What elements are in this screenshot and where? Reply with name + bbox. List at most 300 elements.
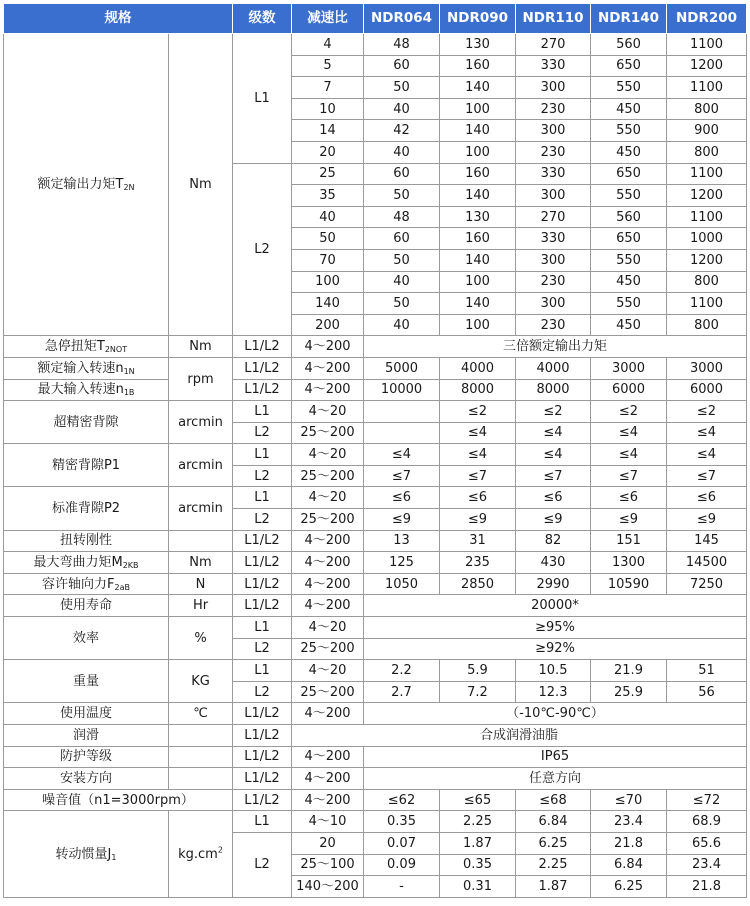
weight-label	[4, 660, 169, 703]
cell-text: 4～200	[304, 706, 351, 722]
cell-text: ≤9	[543, 511, 563, 527]
cell-text: 50	[319, 231, 336, 247]
ratio-cell	[292, 595, 364, 617]
cell-text: 48	[393, 209, 410, 225]
cell-text: 4～200	[304, 555, 351, 571]
value-cell	[440, 876, 516, 898]
stage-cell	[233, 336, 292, 358]
ratio-cell	[292, 638, 364, 660]
cell-text: 230	[540, 144, 566, 160]
subscript: 2aB	[114, 582, 130, 592]
merged-value-cell	[292, 725, 747, 747]
value-cell	[364, 444, 440, 466]
value-cell	[364, 34, 440, 56]
cell-text: 10000	[380, 382, 423, 398]
value-cell	[667, 357, 747, 379]
cell-text: 330	[540, 166, 566, 182]
value-cell	[591, 487, 667, 509]
cell-text: 42	[393, 123, 410, 139]
stage-cell	[233, 768, 292, 790]
cell-text: 8000	[536, 382, 570, 398]
ratio-cell	[292, 141, 364, 163]
value-cell	[364, 271, 440, 293]
cell-text: 超精密背隙	[53, 414, 119, 430]
stage-cell	[233, 638, 292, 660]
value-cell	[440, 487, 516, 509]
cell-text: 6000	[689, 382, 724, 398]
value-cell	[591, 34, 667, 56]
cell-text: 安装方向	[59, 770, 112, 786]
cell-text: 130	[465, 36, 490, 52]
header-row	[4, 4, 747, 34]
value-cell	[516, 681, 591, 703]
value-cell	[364, 660, 440, 682]
cell-text: 23.4	[614, 814, 643, 830]
cell-text: L1	[254, 619, 270, 635]
unit-cell	[169, 573, 233, 595]
cell-text: 容许轴向力F	[42, 576, 115, 592]
noise-label	[4, 789, 233, 811]
value-cell	[440, 422, 516, 444]
cell-text: 1200	[689, 58, 724, 74]
cell-text: L1/L2	[244, 727, 280, 743]
cell-text: L2	[254, 468, 270, 484]
cell-text: 100	[465, 101, 490, 117]
header-ndr140: NDR140	[591, 4, 667, 34]
cell-text: 重量	[72, 673, 99, 689]
cell-text: 合成润滑油脂	[479, 727, 558, 743]
stage-cell	[233, 552, 292, 574]
cell-text: 300	[540, 252, 566, 268]
stage-cell	[233, 573, 292, 595]
cell-text: 14500	[685, 555, 728, 571]
cell-text: Nm	[189, 339, 212, 355]
value-cell	[667, 660, 747, 682]
cell-text: 21.8	[614, 835, 643, 851]
header-stage: 级数	[233, 4, 292, 34]
value-cell	[591, 465, 667, 487]
value-cell	[440, 141, 516, 163]
cell-text: 6000	[611, 382, 646, 398]
ratio-cell	[292, 617, 364, 639]
cell-text: 0.07	[387, 835, 416, 851]
cell-text: ≤70	[614, 792, 643, 808]
cell-text: 6.25	[614, 878, 643, 894]
value-cell	[516, 854, 591, 876]
weight-row	[4, 660, 747, 682]
cell-text: 4000	[460, 360, 495, 376]
value-cell	[667, 552, 747, 574]
cell-text: L2	[254, 684, 270, 700]
cell-text: N	[195, 576, 206, 592]
cell-text: 3000	[611, 360, 646, 376]
unit-cell	[169, 595, 233, 617]
value-cell	[440, 271, 516, 293]
value-cell	[440, 120, 516, 142]
cell-text: 1100	[689, 295, 724, 311]
value-cell	[440, 314, 516, 336]
cell-text: 300	[540, 123, 566, 139]
cell-text: 145	[694, 533, 719, 549]
ratio-cell	[292, 832, 364, 854]
value-cell	[440, 465, 516, 487]
cell-text: 60	[393, 166, 410, 182]
value-cell	[364, 379, 440, 401]
merged-value-cell	[364, 703, 747, 725]
cell-text: 6.25	[538, 835, 568, 851]
cell-text: IP65	[540, 749, 570, 765]
cell-text: 1200	[689, 252, 724, 268]
header-ndr090: NDR090	[440, 4, 516, 34]
cell-text: ≤65	[463, 792, 492, 808]
cell-text: 4～20	[308, 403, 347, 419]
cell-text: 0.31	[463, 878, 492, 894]
value-cell	[440, 660, 516, 682]
cell-text: L1/L2	[244, 339, 280, 355]
cell-text: 2.7	[391, 684, 412, 700]
value-cell	[440, 681, 516, 703]
cell-text: 151	[616, 533, 641, 549]
cell-text: 140～200	[296, 878, 359, 894]
service-life-label	[4, 595, 169, 617]
stage-cell	[233, 789, 292, 811]
cell-text: 100	[465, 317, 490, 333]
value-cell	[516, 660, 591, 682]
ratio-cell	[292, 379, 364, 401]
ratio-cell	[292, 530, 364, 552]
cell-text: 800	[694, 274, 719, 290]
value-cell	[516, 876, 591, 898]
value-cell	[667, 811, 747, 833]
value-cell	[364, 530, 440, 552]
value-cell	[516, 379, 591, 401]
cell-text: 7	[323, 79, 332, 95]
value-cell	[591, 185, 667, 207]
lubrication-label	[4, 725, 169, 747]
value-cell	[364, 249, 440, 271]
cell-text: 4	[323, 36, 332, 52]
cell-text: 56	[698, 684, 715, 700]
cell-text: 10	[319, 101, 336, 117]
ratio-cell	[292, 249, 364, 271]
ratio-cell	[292, 465, 364, 487]
value-cell	[440, 206, 516, 228]
cell-text: L2	[254, 857, 270, 873]
cell-text: 转动惯量J	[55, 846, 112, 862]
merged-value-cell	[364, 768, 747, 790]
ratio-cell	[292, 789, 364, 811]
merged-value-cell	[364, 617, 747, 639]
ratio-cell	[292, 336, 364, 358]
cell-text: 标准背隙P2	[51, 501, 121, 517]
cell-text: ≤4	[543, 447, 563, 463]
value-cell	[440, 163, 516, 185]
value-cell	[591, 854, 667, 876]
cell-text: 25～200	[300, 684, 355, 700]
value-cell	[667, 444, 747, 466]
inertia-label	[4, 811, 169, 897]
unit-cell	[169, 811, 233, 897]
value-cell	[667, 379, 747, 401]
cell-text: L1/L2	[244, 770, 280, 786]
cell-text: 800	[694, 144, 719, 160]
value-cell	[440, 185, 516, 207]
ratio-cell	[292, 357, 364, 379]
value-cell	[440, 379, 516, 401]
max-speed-label	[4, 379, 169, 401]
cell-text: 25～100	[300, 857, 355, 873]
cell-text: 20	[319, 144, 336, 160]
merged-value-cell	[364, 336, 747, 358]
backlash-label	[4, 401, 169, 444]
value-cell	[440, 357, 516, 379]
protection-label	[4, 746, 169, 768]
value-cell	[591, 77, 667, 99]
backlash-row	[4, 487, 747, 509]
value-cell	[364, 77, 440, 99]
cell-text: ≤6	[467, 490, 488, 506]
value-cell	[516, 77, 591, 99]
value-cell	[364, 120, 440, 142]
cell-text: 最大输入转速n	[37, 382, 124, 398]
spec-table-body	[4, 34, 747, 898]
value-cell	[364, 228, 440, 250]
unit-cell	[169, 34, 233, 336]
value-cell	[667, 293, 747, 315]
cell-text: 31	[469, 533, 486, 549]
value-cell	[667, 509, 747, 531]
cell-text: 效率	[72, 630, 99, 646]
unit-cell	[169, 552, 233, 574]
lubrication-row	[4, 725, 747, 747]
cell-text: 4～20	[308, 490, 347, 506]
value-cell	[440, 293, 516, 315]
cell-text: 5	[323, 58, 332, 74]
cell-text: 40	[319, 209, 336, 225]
cell-text: 650	[616, 231, 641, 247]
value-cell	[364, 811, 440, 833]
cell-text: 4～200	[304, 360, 351, 376]
cell-text: ≤4	[467, 447, 488, 463]
value-cell	[667, 185, 747, 207]
temperature-row	[4, 703, 747, 725]
merged-value-cell	[364, 638, 747, 660]
cell-text: 1000	[689, 231, 724, 247]
value-cell	[364, 98, 440, 120]
value-cell	[591, 552, 667, 574]
value-cell	[667, 163, 747, 185]
cell-text: 560	[616, 209, 641, 225]
unit-cell	[169, 401, 233, 444]
ratio-cell	[292, 77, 364, 99]
subscript: 1	[111, 852, 117, 862]
cell-text: 1300	[611, 555, 646, 571]
ratio-cell	[292, 854, 364, 876]
value-cell	[591, 55, 667, 77]
noise-row	[4, 789, 747, 811]
value-cell	[591, 444, 667, 466]
stage-cell	[233, 660, 292, 682]
cell-text: L1/L2	[244, 792, 280, 808]
cell-text: 140	[465, 123, 490, 139]
cell-text: L1/L2	[244, 598, 280, 614]
stage-cell	[233, 465, 292, 487]
cell-text: 急停扭矩T	[44, 339, 105, 355]
stage-cell	[233, 401, 292, 423]
subscript: 1B	[123, 388, 135, 398]
value-cell	[440, 77, 516, 99]
ratio-cell	[292, 703, 364, 725]
cell-text: ≤68	[539, 792, 567, 808]
stage-cell	[233, 422, 292, 444]
ratio-cell	[292, 573, 364, 595]
cell-text: 450	[616, 274, 641, 290]
stage-cell	[233, 509, 292, 531]
cell-text: 精密背隙P1	[51, 457, 121, 473]
value-cell	[364, 206, 440, 228]
cell-text: ≤4	[543, 425, 563, 441]
value-cell	[591, 832, 667, 854]
cell-text: 4～200	[304, 770, 351, 786]
cell-text: arcmin	[178, 501, 223, 517]
cell-text: 160	[465, 231, 490, 247]
value-cell	[364, 509, 440, 531]
cell-text: 800	[694, 317, 719, 333]
cell-text: Nm	[189, 555, 212, 571]
value-cell	[516, 293, 591, 315]
cell-text: ≤6	[543, 490, 563, 506]
value-cell	[516, 530, 591, 552]
torsional_stiffness-row	[4, 530, 747, 552]
cell-text: 40	[393, 317, 410, 333]
value-cell	[591, 573, 667, 595]
cell-text: 550	[616, 252, 641, 268]
cell-text: 550	[616, 295, 641, 311]
cell-text: L1/L2	[244, 706, 280, 722]
value-cell	[667, 465, 747, 487]
value-cell	[591, 249, 667, 271]
cell-text: 25～200	[300, 425, 355, 441]
cell-text: 450	[616, 317, 641, 333]
cell-text: ℃	[193, 706, 208, 722]
ratio-cell	[292, 98, 364, 120]
value-cell	[667, 681, 747, 703]
unit-cell	[169, 703, 233, 725]
cell-text: L1	[254, 490, 270, 506]
cell-text: 10.5	[538, 663, 568, 679]
cell-text: 230	[540, 317, 566, 333]
cell-text: 4～200	[304, 382, 351, 398]
header-spec: 规格	[4, 4, 233, 34]
value-cell	[667, 573, 747, 595]
ratio-cell	[292, 422, 364, 444]
cell-text: 140	[465, 252, 490, 268]
cell-text: ≤6	[391, 490, 412, 506]
efficiency-label	[4, 617, 169, 660]
value-cell	[667, 98, 747, 120]
cell-text: 450	[616, 101, 641, 117]
value-cell	[516, 509, 591, 531]
cell-text: 21.9	[614, 663, 643, 679]
value-cell	[516, 357, 591, 379]
cell-text: 8000	[460, 382, 495, 398]
ratio-cell	[292, 185, 364, 207]
cell-text: 50	[393, 187, 410, 203]
ratio-cell	[292, 552, 364, 574]
cell-text: L2	[254, 641, 270, 657]
ratio-cell	[292, 314, 364, 336]
cell-text: 550	[616, 123, 641, 139]
protection-row	[4, 746, 747, 768]
cell-text: Hr	[192, 598, 209, 614]
value-cell	[364, 465, 440, 487]
ratio-cell	[292, 509, 364, 531]
cell-text: 560	[616, 36, 641, 52]
cell-text: 2990	[536, 576, 570, 592]
ratio-cell	[292, 120, 364, 142]
value-cell	[667, 789, 747, 811]
rated-speed-row	[4, 357, 747, 379]
cell-text: 防护等级	[59, 749, 112, 765]
value-cell	[667, 530, 747, 552]
ratio-cell	[292, 660, 364, 682]
cell-text: 650	[616, 58, 641, 74]
cell-text: ≤6	[618, 490, 639, 506]
cell-text: L1/L2	[244, 382, 280, 398]
cell-text: L2	[254, 425, 270, 441]
cell-text: L1/L2	[244, 555, 280, 571]
cell-text: ≤4	[618, 447, 639, 463]
value-cell	[591, 401, 667, 423]
cell-text: 7250	[689, 576, 724, 592]
cell-text: 270	[540, 209, 566, 225]
cell-text: 14	[319, 123, 336, 139]
cell-text: 330	[540, 231, 566, 247]
value-cell	[591, 120, 667, 142]
ratio-cell	[292, 228, 364, 250]
cell-text: ≤62	[387, 792, 416, 808]
value-cell	[591, 509, 667, 531]
cell-text: 0.35	[463, 857, 492, 873]
cell-text: L1/L2	[244, 360, 280, 376]
cell-text: L1/L2	[244, 533, 280, 549]
cell-text: L1	[254, 90, 270, 106]
ratio-cell	[292, 811, 364, 833]
cell-text: L1/L2	[244, 749, 280, 765]
value-cell	[591, 789, 667, 811]
cell-text: 润滑	[72, 727, 99, 743]
ratio-cell	[292, 681, 364, 703]
unit-cell	[169, 617, 233, 660]
cell-text: 20000*	[531, 598, 579, 614]
cell-text: ≤4	[696, 447, 717, 463]
cell-text: ≤7	[618, 468, 639, 484]
cell-text: 5.9	[467, 663, 488, 679]
cell-text: KG	[191, 673, 210, 689]
value-cell	[440, 552, 516, 574]
value-cell	[591, 530, 667, 552]
emergency-stop-label	[4, 336, 169, 358]
unit-cell	[169, 357, 233, 400]
cell-text: 4～200	[304, 339, 351, 355]
temperature-label	[4, 703, 169, 725]
cell-text: 2.25	[538, 857, 568, 873]
unit-cell	[169, 487, 233, 530]
value-cell	[667, 228, 747, 250]
value-cell	[516, 206, 591, 228]
inertia-row	[4, 811, 747, 833]
cell-text: ≤4	[391, 447, 412, 463]
